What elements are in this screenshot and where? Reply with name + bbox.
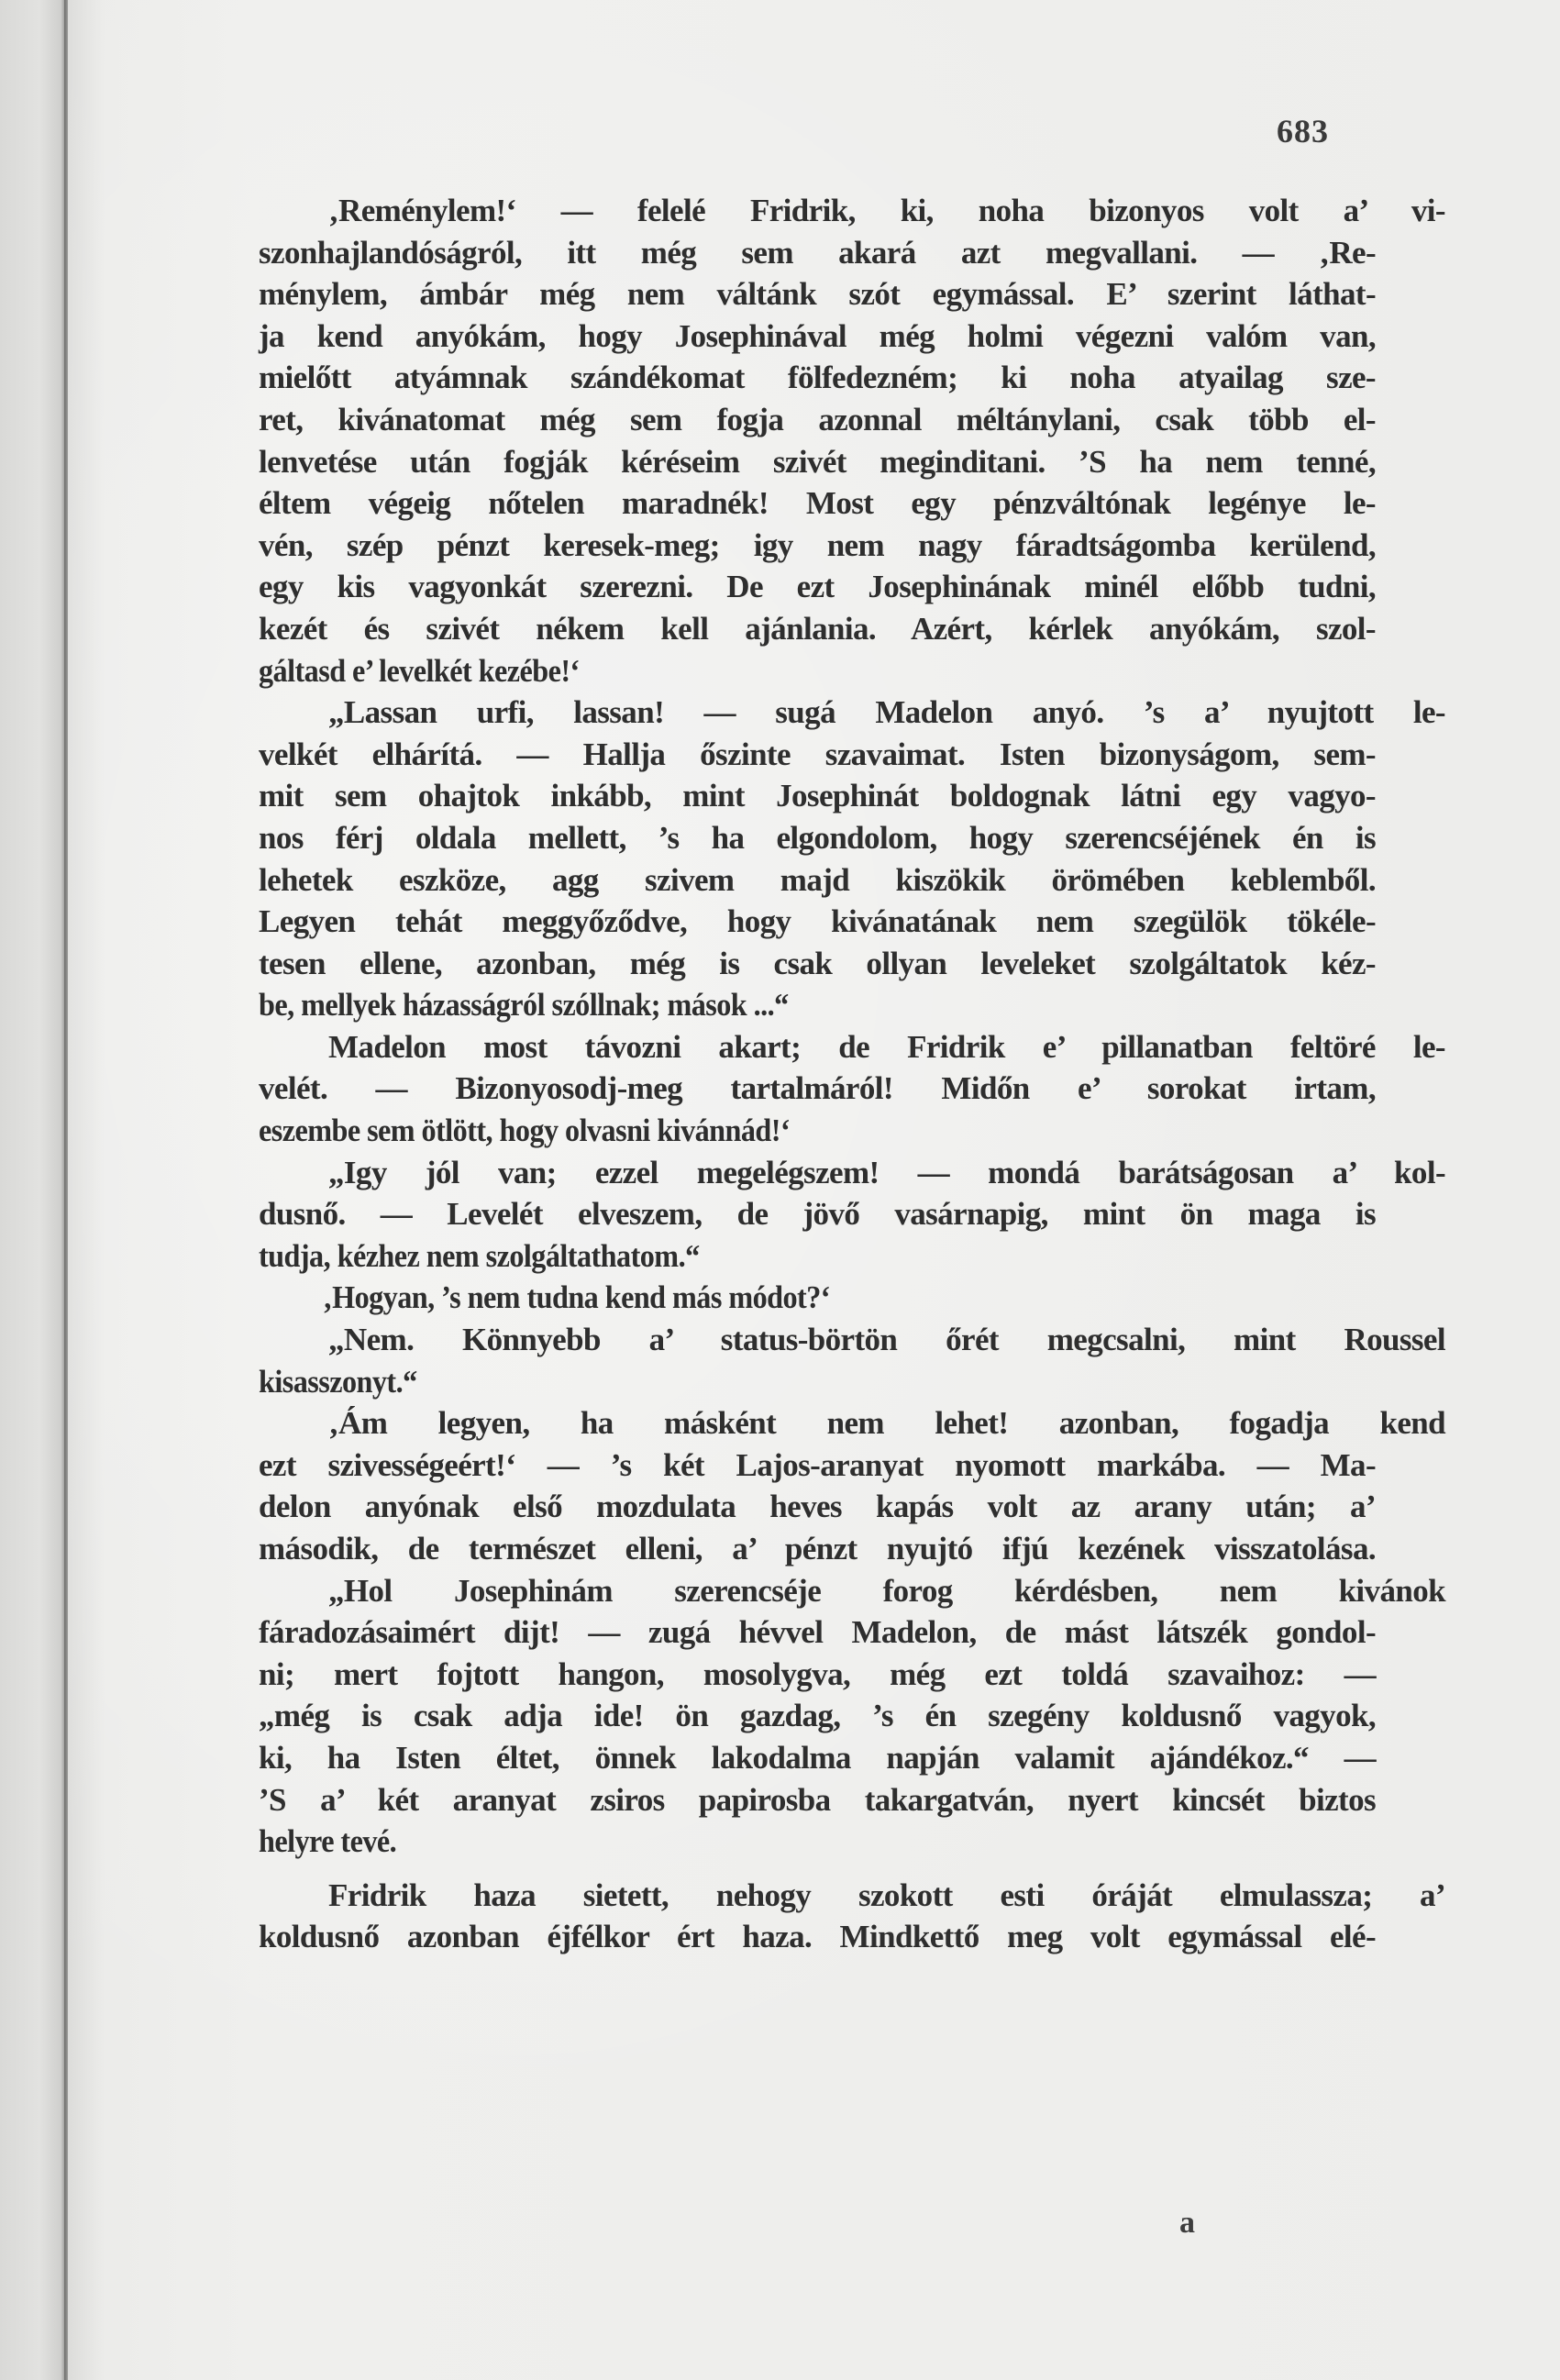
text-line: ‚Ám legyen, ha másként nem lehet! azonban, fogadja kend — [328, 1405, 1445, 1442]
text-line: „Igy jól van; ezzel megelégszem! — mondá barátságosan a’ kol- — [328, 1154, 1445, 1190]
facing-page-edge — [0, 0, 66, 2380]
body-text — [259, 190, 1445, 1958]
text-line: velkét elhárítá. — Hallja őszinte szavaimat. Isten bizonyságom, sem- — [259, 736, 1376, 772]
text-line: ja kend anyókám, hogy Josephinával még holmi végezni valóm van, — [259, 317, 1376, 354]
text-line: „Hol Josephinám szerencséje forog kérdésben, nem kivánok — [328, 1572, 1445, 1609]
text-line: ‚Hogyan, ’s nem tudna kend más módot?‘ — [322, 1279, 830, 1316]
text-line: ménylem, ámbár még nem váltánk szót egymással. E’ szerint láthat- — [259, 276, 1376, 313]
text-line: ret, kivánatomat még sem fogja azonnal méltánylani, csak több el- — [259, 401, 1376, 437]
text-line: szonhajlandóságról, itt még sem akará azt megvallani. — ‚Re- — [259, 234, 1376, 271]
text-line: ‚Reménylem!‘ — felelé Fridrik, ki, noha bizonyos volt a’ vi- — [328, 193, 1445, 228]
text-line: koldusnő azonban éjfélkor ért haza. Mindkettő meg volt egymással elé- — [259, 1919, 1376, 1955]
text-line: delon anyónak első mozdulata heves kapás volt az arany után; a’ — [259, 1489, 1376, 1525]
text-line: velét. — Bizonyosodj-meg tartalmáról! Midőn e’ sorokat irtam, — [259, 1070, 1376, 1107]
text-line: fáradozásaimért dijt! — zugá hévvel Madelon, de mást látszék gondol- — [259, 1614, 1376, 1651]
text-line: egy kis vagyonkát szerezni. De ezt Josephinának minél előbb tudni, — [259, 569, 1376, 605]
text-line: ki, ha Isten éltet, önnek lakodalma napján valamit ajándékoz.“ — — [259, 1739, 1376, 1776]
text-line: „még is csak adja ide! ön gazdag, ’s én szegény koldusnő vagyok, — [259, 1698, 1376, 1734]
signature-mark: a — [1179, 2206, 1195, 2240]
text-line: dusnő. — Levelét elveszem, de jövő vasárnapig, mint ön maga is — [259, 1196, 1376, 1233]
text-line: ni; mert fojtott hangon, mosolygva, még ezt toldá szavaihoz: — — [259, 1655, 1376, 1692]
text-line: gáltasd e’ levelkét kezébe!‘ — [259, 652, 580, 689]
text-line: második, de természet elleni, a’ pénzt nyujtó ifjú kezének visszatolása. — [259, 1531, 1376, 1566]
text-line: Legyen tehát meggyőződve, hogy kivánatának nem szegülök tökéle- — [259, 903, 1376, 940]
text-line: „Nem. Könnyebb a’ status-börtön őrét megcsalni, mint Roussel — [328, 1322, 1445, 1358]
text-line: tudja, kézhez nem szolgáltathatom.“ — [259, 1237, 700, 1274]
text-line: ezt szivességeért!‘ — ’s két Lajos-aranyat nyomott markába. — Ma- — [259, 1446, 1376, 1483]
text-line: helyre tevé. — [259, 1823, 397, 1860]
text-line: lenvetése után fogják kéréseim szivét meginditani. ’S ha nem tenné, — [259, 443, 1376, 480]
text-line: éltem végeig nőtelen maradnék! Most egy pénzváltónak legénye le- — [259, 485, 1376, 522]
text-line: mielőtt atyámnak szándékomat fölfedezném; ki noha atyailag sze- — [259, 360, 1376, 396]
text-line: vén, szép pénzt keresek-meg; igy nem nagy fáradtságomba kerülend, — [259, 526, 1376, 563]
text-line: Madelon most távozni akart; de Fridrik e’ pillanatban feltöré le- — [328, 1028, 1445, 1065]
text-line: nos férj oldala mellett, ’s ha elgondolom, hogy szerencséjének én is — [259, 819, 1376, 856]
text-line: ’S a’ két aranyat zsiros papirosba takargatván, nyert kincsét biztos — [259, 1781, 1376, 1818]
text-line: „Lassan urfi, lassan! — sugá Madelon anyó. ’s a’ nyujtott le- — [328, 694, 1445, 731]
text-line: mit sem ohajtok inkább, mint Josephinát boldognak látni egy vagyo- — [259, 778, 1376, 814]
blank-line — [259, 1863, 1376, 1875]
text-line: eszembe sem ötlött, hogy olvasni kivánnád!‘ — [259, 1113, 791, 1149]
page-number: 683 — [1277, 113, 1329, 149]
text-line: be, mellyek házasságról szóllnak; mások ...“ — [259, 987, 789, 1024]
text-line: kezét és szivét nékem kell ajánlania. Azért, kérlek anyókám, szol- — [259, 610, 1376, 647]
text-line: lehetek eszköze, agg szivem majd kiszökik örömében keblemből. — [259, 861, 1376, 898]
text-line: Fridrik haza sietett, nehogy szokott esti óráját elmulassza; a’ — [328, 1876, 1445, 1913]
text-line: kisasszonyt.“ — [259, 1363, 417, 1400]
text-line: tesen ellene, azonban, még is csak ollyan leveleket szolgáltatok kéz- — [259, 945, 1376, 981]
book-page — [68, 0, 1560, 2380]
